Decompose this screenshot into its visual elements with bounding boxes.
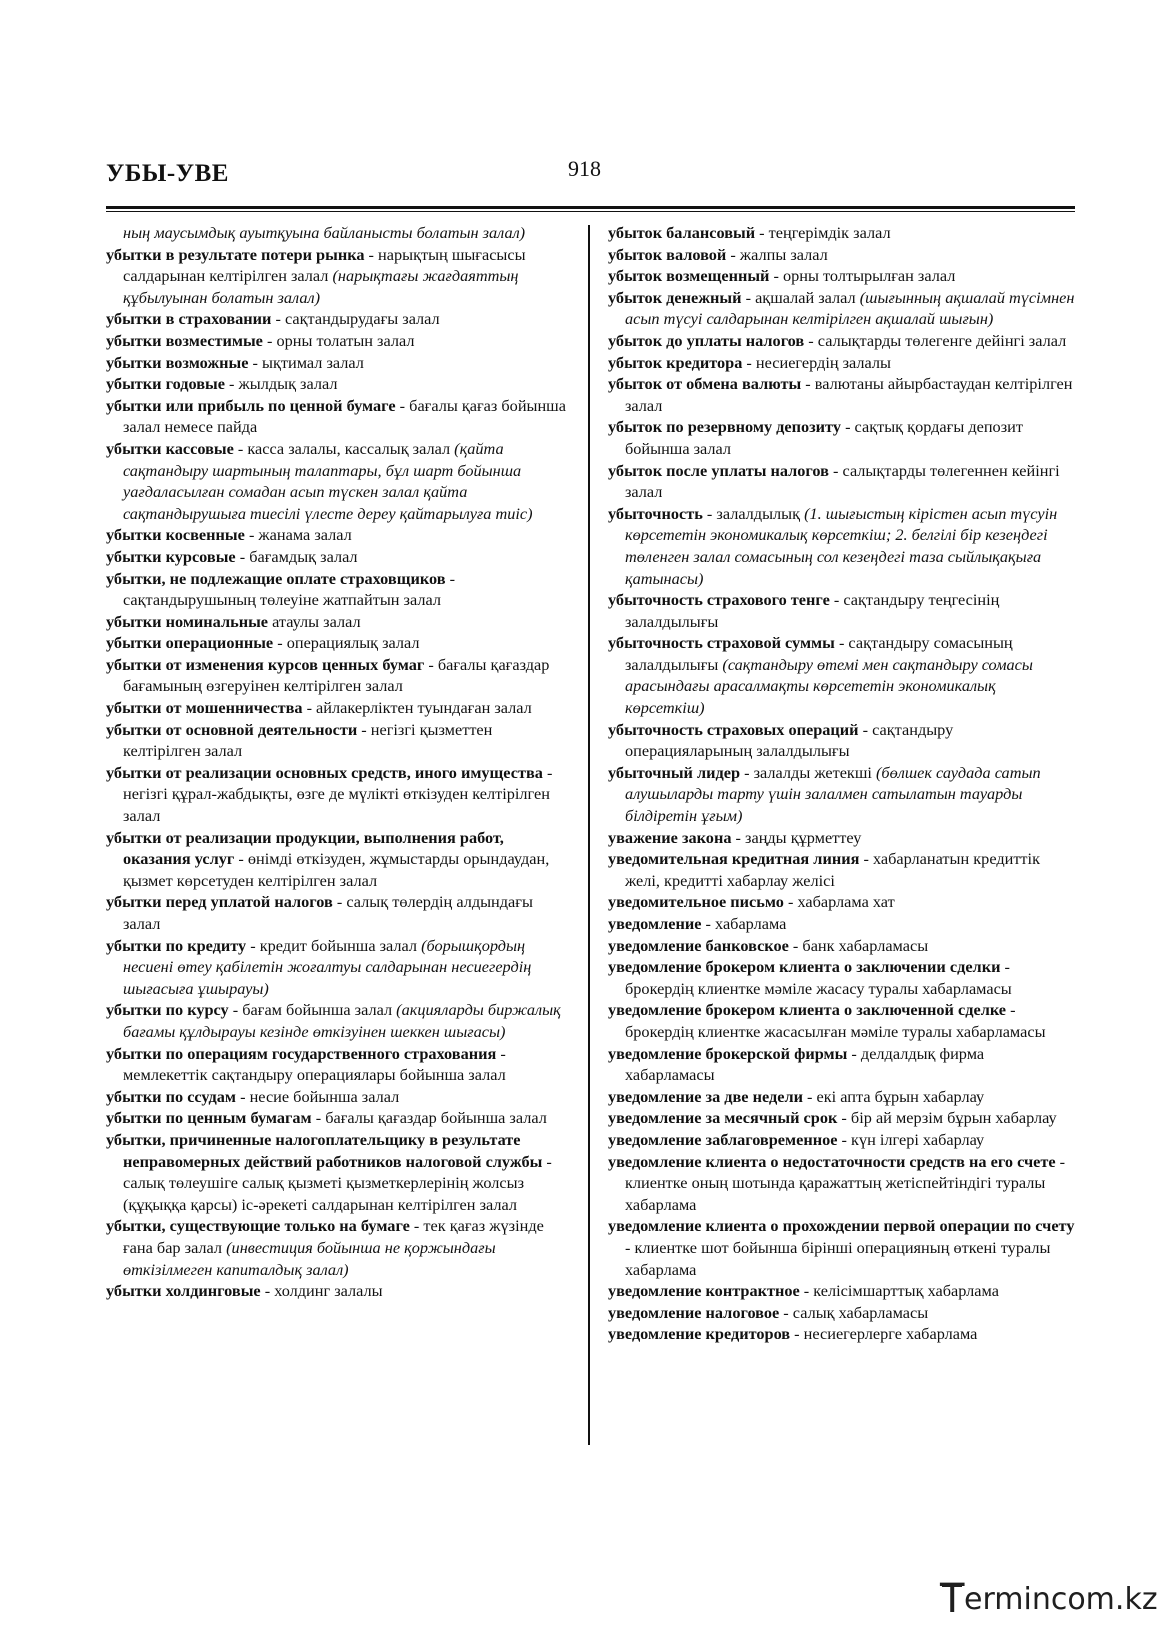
gloss-note: (шығынның ақшалай түсімнен асып түсуі салдарынан келтірілген ақшалай шығын) — [625, 287, 1075, 329]
dictionary-entry — [608, 848, 1076, 891]
translation: - кредит бойынша залал — [246, 935, 422, 955]
dictionary-entry — [608, 1129, 1076, 1151]
dictionary-entry — [608, 287, 1076, 330]
dictionary-entry — [106, 438, 571, 524]
headword: убыток по резервному депозиту — [608, 417, 841, 437]
headword: убытки по кредиту — [106, 935, 247, 955]
dictionary-entry — [608, 460, 1076, 503]
dictionary-entry — [106, 1129, 571, 1215]
translation: - мемлекеттік сақтандыру операциялары бойынша залал — [123, 1043, 506, 1085]
header-rule-thin — [106, 211, 1075, 212]
translation: - бағалы қағаздар бағамының өзгеруінен келтірілген залал — [123, 654, 550, 696]
translation: - холдинг залалы — [260, 1281, 383, 1301]
right-column — [608, 222, 1076, 1345]
header-rule-thick — [106, 206, 1075, 209]
dictionary-entry — [608, 999, 1076, 1042]
translation: - жанама залал — [244, 525, 352, 545]
translation: - несиегерлерге хабарлама — [790, 1324, 978, 1344]
headword: убыток после уплаты налогов — [608, 460, 829, 480]
translation: - касса залалы, кассалық залал — [233, 438, 455, 458]
translation: - сақтандырудағы залал — [271, 309, 440, 329]
translation: - келісімшарттық хабарлама — [799, 1281, 999, 1301]
dictionary-entry — [608, 1302, 1076, 1324]
dictionary-entry — [608, 956, 1076, 999]
translation: - бағалы қағаз бойынша залал немесе пайда — [123, 395, 566, 437]
translation: - бір ай мерзім бұрын хабарлау — [837, 1108, 1057, 1128]
column-divider — [588, 225, 590, 1445]
headword: уведомительное письмо — [608, 892, 784, 912]
dictionary-entry — [608, 827, 1076, 849]
gloss-note: (сақтандыру өтемі мен сақтандыру сомасы арасындағы арасалмақты көрсететін экономикалық көрсеткіш) — [625, 654, 1033, 718]
dictionary-entry — [608, 632, 1076, 718]
headword: убытки в страховании — [106, 309, 272, 329]
dictionary-entry — [608, 589, 1076, 632]
dictionary-entry — [106, 1215, 571, 1280]
translation: - банк хабарламасы — [788, 935, 929, 955]
gloss-note: (борышқордың несиені өтеу қабілетін жоғалтуы салдарынан несиегердің шығасыға ұшырауы) — [123, 935, 532, 998]
dictionary-entry — [608, 891, 1076, 913]
headword: уведомление заблаговременное — [608, 1129, 838, 1149]
headword: убытки от реализации продукции, выполнения работ, оказания услуг — [106, 827, 504, 869]
translation: - өнімді өткізуден, жұмыстарды орындаудан, қызмет көрсетуден келтірілген залал — [123, 849, 550, 890]
headword: уведомление брокерской фирмы — [608, 1043, 848, 1063]
gloss-note: (қайта сақтандыру шартының талаптары, бұл шарт бойынша уағдаласылған сомадан асып түскен залал қайта сақтандырушыға тиесілі үлесте дереу қайтарылуға тиіс) — [123, 438, 533, 523]
translation: - залалдылық — [702, 503, 805, 523]
headword: убытки от изменения курсов ценных бумаг — [106, 654, 425, 674]
headword: уведомительная кредитная линия — [608, 849, 860, 869]
dictionary-entry — [608, 1280, 1076, 1302]
gloss-note: (акцияларды биржалық бағамы құлдырауы кезінде өткізуінен шеккен шығасы) — [123, 1000, 561, 1041]
page-header — [106, 154, 1075, 210]
logo-text: ermincom.kz — [964, 1582, 1158, 1617]
translation: - клиентке шот бойынша бірінші операцияның өткені туралы хабарлама — [625, 1237, 1051, 1279]
dictionary-entry — [106, 568, 571, 611]
headword: убытки или прибыль по ценной бумаге — [106, 395, 396, 415]
translation: - салықтарды төлегенге дейінгі залал — [804, 330, 1067, 350]
translation: - сақтық қордағы депозит бойынша залал — [625, 417, 1023, 458]
dictionary-entry — [608, 222, 1076, 244]
translation: - теңгерімдік залал — [755, 223, 891, 242]
dictionary-entry — [608, 719, 1076, 762]
translation: - делдалдық фирма хабарламасы — [625, 1043, 985, 1085]
headword: убыток денежный — [608, 287, 742, 307]
gloss-note: (нарықтағы жағдаяттың құбылуынан болатын залал) — [123, 266, 519, 307]
headword: убыток от обмена валюты — [608, 374, 802, 394]
entry-continuation — [106, 222, 571, 244]
translation: - ақшалай залал — [741, 287, 860, 307]
gloss-note: (бөлшек саудада сатып алушыларды тарту үшін залалмен сатылатын тауарды білдіретін ұғым) — [625, 762, 1041, 826]
headword: убыток кредитора — [608, 352, 743, 372]
headword: уведомление кредиторов — [608, 1324, 791, 1344]
headword: уведомление налоговое — [608, 1302, 780, 1322]
dictionary-entry — [608, 352, 1076, 374]
headword: убытки по операциям государственного страхования — [106, 1043, 497, 1063]
headword: убытки холдинговые — [106, 1281, 261, 1301]
dictionary-entry — [106, 1280, 571, 1302]
headword: убытки возместимые — [106, 330, 263, 350]
dictionary-entry — [608, 913, 1076, 935]
headword: убыток возмещенный — [608, 266, 770, 286]
translation: - залалды жетекші — [740, 762, 876, 782]
headword: убыток балансовый — [608, 223, 756, 242]
headword: убыточность — [608, 503, 703, 523]
headword: убытки годовые — [106, 374, 225, 394]
dictionary-entry — [106, 395, 571, 438]
dictionary-entry — [106, 719, 571, 762]
headword: уведомление клиента о прохождении первой операции по счету — [608, 1216, 1075, 1236]
headword: убытки кассовые — [106, 438, 234, 458]
translation: - орны толатын залал — [262, 330, 415, 350]
translation: - несиегердің залалы — [742, 352, 891, 372]
headword: уведомление контрактное — [608, 1281, 800, 1301]
dictionary-entry — [608, 1086, 1076, 1108]
headword: убыточность страховой суммы — [608, 633, 835, 653]
translation: - орны толтырылған залал — [769, 266, 956, 286]
translation: - бағалы қағаздар бойынша залал — [311, 1108, 547, 1128]
headword: убытки по ценным бумагам — [106, 1108, 312, 1128]
dictionary-entry — [608, 265, 1076, 287]
gloss-note: (1. шығыстың кірістен асып түсуін көрсететін экономикалық көрсеткіш; 2. белгілі бір кезеңдегі төленген залал сомасының сол кезеңдегі таза сыйлықақыға қатынасы) — [625, 503, 1058, 588]
dictionary-entry — [106, 524, 571, 546]
translation: - хабарланатын кредиттік желі, кредитті хабарлау желісі — [625, 849, 1040, 890]
headword: убытки от реализации основных средств, иного имущества — [106, 762, 543, 782]
translation: - брокердің клиентке жасасылған мәміле туралы хабарламасы — [625, 1000, 1046, 1041]
dictionary-entry — [106, 891, 571, 934]
headword: уведомление за две недели — [608, 1086, 803, 1106]
headword: убытки, причиненные налогоплательщику в результате неправомерных действий работников налоговой службы — [106, 1129, 543, 1171]
dictionary-entry — [106, 1086, 571, 1108]
running-head: УБЫ-УВЕ — [106, 160, 229, 187]
headword: убытки в результате потери рынка — [106, 244, 365, 264]
headword: убыточный лидер — [608, 762, 741, 782]
headword: уведомление клиента о недостаточности средств на его счете — [608, 1151, 1056, 1171]
headword: убыток валовой — [608, 244, 727, 264]
translation: - тек қағаз жүзінде ғана бар залал — [123, 1216, 544, 1257]
translation: - операциялық залал — [273, 633, 420, 653]
dictionary-entry — [608, 1107, 1076, 1129]
dictionary-entry — [106, 935, 571, 1000]
translation: - сақтандыру сомасының залалдылығы — [625, 633, 1013, 674]
dictionary-entry — [106, 373, 571, 395]
translation: - хабарлама — [701, 914, 787, 933]
dictionary-entry — [106, 762, 571, 827]
headword: уведомление брокером клиента о заключении сделки — [608, 957, 1001, 977]
translation: - салық төлердің алдындағы залал — [123, 892, 533, 933]
translation: - нарықтың шығасысы салдарынан келтірілген залал — [123, 244, 526, 286]
headword: убытки от основной деятельности — [106, 719, 358, 739]
dictionary-entry — [106, 1043, 571, 1086]
dictionary-entry — [106, 697, 571, 719]
headword: уведомление брокером клиента о заключенной сделке — [608, 1000, 1007, 1020]
headword: уведомление — [608, 914, 702, 933]
translation: - сақтандырушының төлеуіне жатпайтын залал — [123, 568, 456, 610]
dictionary-entry — [608, 416, 1076, 459]
dictionary-entry — [106, 352, 571, 374]
dictionary-entry — [106, 654, 571, 697]
dictionary-entry — [608, 330, 1076, 352]
dictionary-entry — [608, 762, 1076, 827]
translation: - жалпы залал — [726, 244, 828, 264]
headword: убытки, не подлежащие оплате страховщиков — [106, 568, 446, 588]
dictionary-entry — [608, 373, 1076, 416]
logo-lead-letter: T — [940, 1576, 965, 1622]
translation: - заңды құрметтеу — [731, 827, 862, 847]
headword: убытки возможные — [106, 352, 249, 372]
dictionary-entry — [106, 1107, 571, 1129]
page-number: 918 — [568, 156, 601, 181]
headword: уведомление банковское — [608, 935, 789, 955]
headword: уведомление за месячный срок — [608, 1108, 838, 1128]
translation: - валютаны айырбастаудан келтірілген залал — [625, 374, 1073, 415]
translation: - бағамдық залал — [235, 546, 358, 566]
left-column — [106, 222, 571, 1302]
dictionary-entry — [106, 308, 571, 330]
headword: убытки курсовые — [106, 546, 236, 566]
dictionary-entry — [608, 1323, 1076, 1345]
dictionary-entry — [106, 611, 571, 633]
translation: - айлакерліктен туындаған залал — [302, 698, 532, 718]
dictionary-entry — [608, 1215, 1076, 1280]
translation: - жылдық залал — [224, 374, 338, 394]
translation: - салықтарды төлегеннен кейінгі залал — [625, 460, 1060, 502]
translation: - брокердің клиентке мәміле жасасу туралы хабарламасы — [625, 957, 1012, 998]
dictionary-entry — [106, 546, 571, 568]
dictionary-entry — [106, 999, 571, 1042]
translation: - ықтимал залал — [248, 352, 364, 372]
headword: убыток до уплаты налогов — [608, 330, 805, 350]
translation: - негізгі қызметтен келтірілген залал — [123, 719, 493, 761]
headword: убытки перед уплатой налогов — [106, 892, 333, 912]
headword: убытки номинальные — [106, 611, 269, 631]
translation: - клиентке оның шотында қаражаттың жетіспейтіндігі туралы хабарлама — [625, 1151, 1066, 1214]
translation: - салық төлеушіге салық қызметі қызметкерлерінің жолсыз (құқыққа қарсы) іс-әрекеті салдарынан келтірілген залал — [123, 1151, 552, 1214]
translation: - сақтандыру операцияларының залалдылығы — [625, 719, 954, 761]
gloss-note: (инвестиция бойынша не қоржындағы өткізілмеген капиталдық залал) — [123, 1237, 496, 1279]
headword: убытки операционные — [106, 633, 274, 653]
headword: убытки косвенные — [106, 525, 245, 545]
gloss-note: ның маусымдық ауытқуына байланысты болатын залал) — [123, 223, 526, 242]
translation: - сақтандыру теңгесінің залалдылығы — [625, 590, 1000, 631]
dictionary-entry — [106, 827, 571, 892]
dictionary-entry — [608, 1151, 1076, 1216]
dictionary-entry — [608, 244, 1076, 266]
headword: убыточность страхового тенге — [608, 590, 830, 610]
headword: убыточность страховых операций — [608, 719, 859, 739]
translation: - салық хабарламасы — [779, 1302, 929, 1322]
translation: - бағам бойынша залал — [228, 1000, 397, 1020]
headword: убытки от мошенничества — [106, 698, 303, 718]
headword: убытки, существующие только на бумаге — [106, 1216, 410, 1236]
headword: убытки по курсу — [106, 1000, 229, 1020]
dictionary-entry — [608, 503, 1076, 589]
translation: атаулы залал — [268, 611, 361, 631]
translation: - несие бойынша залал — [236, 1086, 400, 1106]
headword: убытки по ссудам — [106, 1086, 237, 1106]
terminkom-logo — [940, 1576, 1158, 1622]
dictionary-entry — [106, 632, 571, 654]
dictionary-entry — [106, 330, 571, 352]
headword: уважение закона — [608, 827, 732, 847]
dictionary-entry — [106, 244, 571, 309]
dictionary-entry — [608, 935, 1076, 957]
translation: - негізгі құрал-жабдықты, өзге де мүлікті өткізуден келтірілген залал — [123, 762, 553, 826]
translation: - хабарлама хат — [783, 892, 895, 912]
translation: - күн ілгері хабарлау — [837, 1129, 985, 1149]
dictionary-entry — [608, 1043, 1076, 1086]
translation: - екі апта бұрын хабарлау — [802, 1086, 985, 1106]
